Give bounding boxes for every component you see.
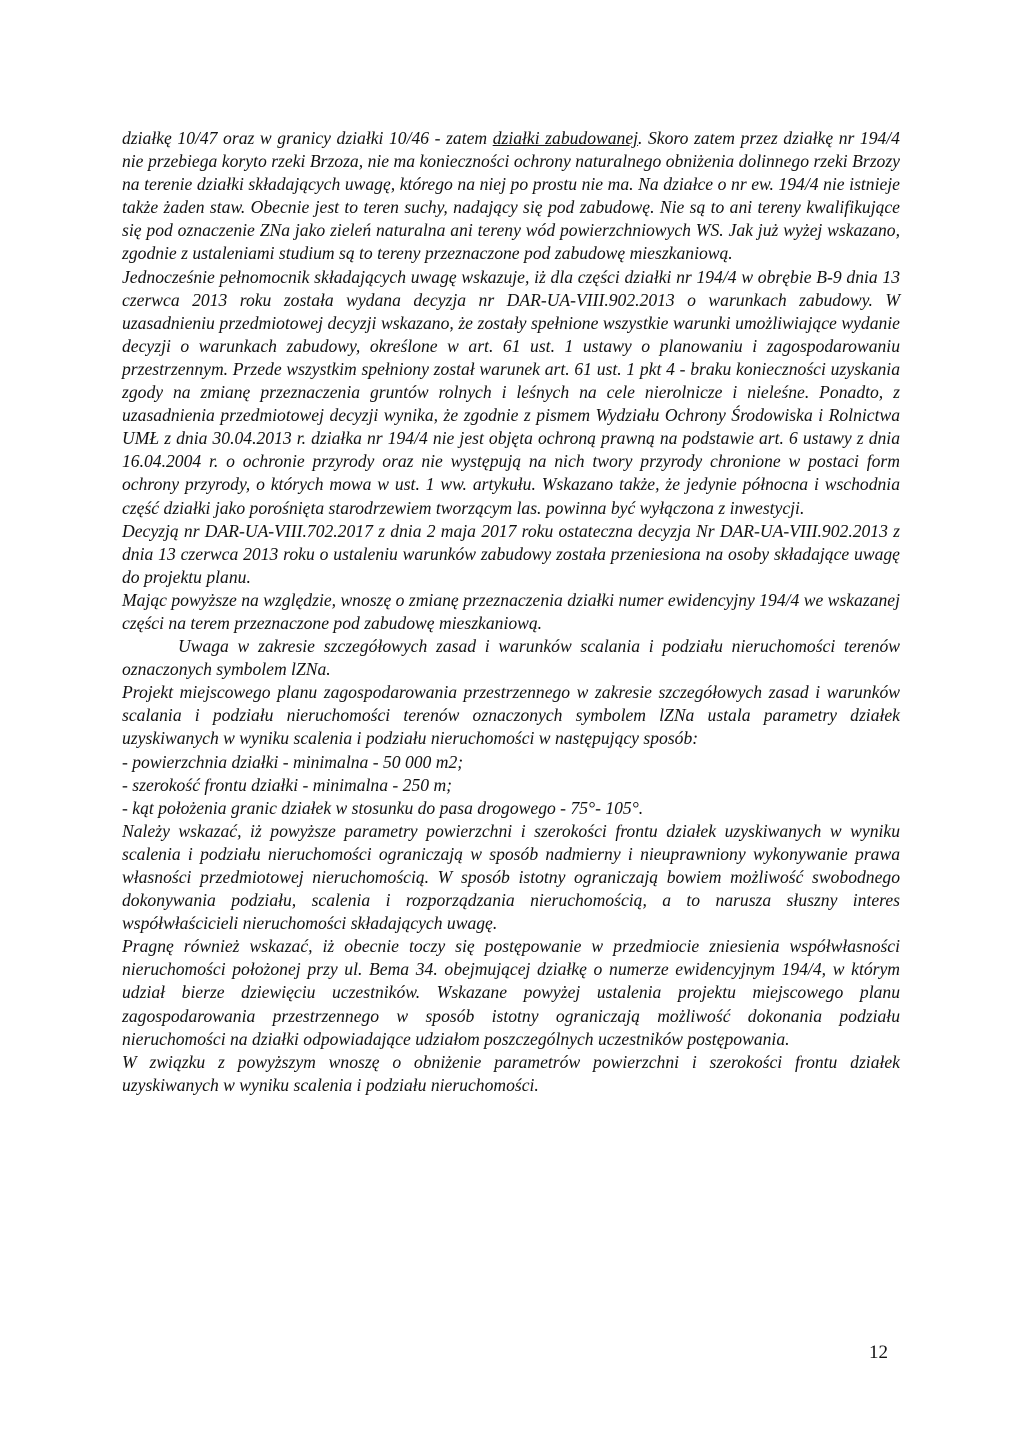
document-body	[122, 127, 900, 1097]
list-item-1: - powierzchnia działki - minimalna - 50 000 m2;	[122, 751, 464, 772]
list-item-3: - kąt położenia granic działek w stosunku do pasa drogowego - 75°- 105°.	[122, 797, 644, 818]
paragraph-4: Mając powyższe na względzie, wnoszę o zmianę przeznaczenia działki numer ewidencyjny 194/4 we wskazanej części na terem przeznaczone pod zabudowę mieszkaniową.	[122, 589, 900, 633]
list-item-2: - szerokość frontu działki - minimalna - 250 m;	[122, 774, 453, 795]
paragraph-6: Projekt miejscowego planu zagospodarowania przestrzennego w zakresie szczegółowych zasad i warunków scalania i podziału nieruchomości terenów oznaczonych symbolem lZNa ustala parametry działek uzyskiwanych w wyniku scalenia i podziału nieruchomości w następujący sposób:	[122, 682, 900, 749]
underlined-phrase: działki zabudowanej	[492, 128, 639, 148]
section-heading: Uwaga w zakresie szczegółowych zasad i warunków scalania i podziału nieruchomości terenów oznaczonych symbolem lZNa.	[122, 636, 900, 680]
paragraph-2: Jednocześnie pełnomocnik składających uwagę wskazuje, iż dla części działki nr 194/4 w obrębie B-9 dnia 13 czerwca 2013 roku została wydana decyzja nr DAR-UA-VIII.902.2013 o warunkach zabudowy. W uzasadnieniu przedmiotowej decyzji wskazano, że zostały spełnione wszystkie warunki umożliwiające wydanie decyzji o warunkach zabudowy, określone w art. 61 ust. 1 ustawy o planowaniu i zagospodarowaniu przestrzennym. Przede wszystkim spełniony został warunek art. 61 ust. 1 pkt 4 - braku konieczności uzyskania zgody na zmianę przeznaczenia gruntów rolnych i leśnych na cele nierolnicze i nieleśne. Ponadto, z uzasadnienia przedmiotowej decyzji wynika, że zgodnie z pismem Wydziału Ochrony Środowiska i Rolnictwa UMŁ z dnia 30.04.2013 r. działka nr 194/4 nie jest objęta ochroną prawną na podstawie art. 6 ustawy z dnia 16.04.2004 r. o ochronie przyrody oraz nie występują na nich twory przyrody chronione w postaci form ochrony przyrody, o których mowa w ust. 1 ww. artykułu. Wskazano także, że jedynie północna i wschodnia część działki jako porośnięta starodrzewiem tworzącym las. powinna być wyłączona z inwestycji.	[122, 266, 900, 518]
paragraph-1-rest: . Skoro zatem przez działkę nr 194/4 nie przebiega koryto rzeki Brzoza, nie ma konieczności ochrony naturalnego obniżenia dolinnego rzeki Brzozy na terenie działki składających uwagę, którego na niej po prostu nie ma. Na działce o nr ew. 194/4 nie istnieje także żaden staw. Obecnie jest to teren suchy, nadający się pod zabudowę. Nie są to ani tereny kwalifikujące się pod oznaczenie ZNa jako zieleń naturalna ani tereny wód powierzchniowych WS. Jak już wyżej wskazano, zgodnie z ustaleniami studium są to tereny przeznaczone pod zabudowę mieszkaniową.	[122, 128, 900, 264]
paragraph-3: Decyzją nr DAR-UA-VIII.702.2017 z dnia 2 maja 2017 roku ostateczna decyzja Nr DAR-UA-VIII.902.2013 z dnia 13 czerwca 2013 roku o ustaleniu warunków zabudowy została przeniesiona na osoby składające uwagę do projektu planu.	[122, 520, 900, 587]
paragraph-1	[122, 127, 900, 266]
paragraph-7: Należy wskazać, iż powyższe parametry powierzchni i szerokości frontu działek uzyskiwanych w wyniku scalenia i podziału nieruchomości ograniczają w sposób nadmierny i nieuprawniony wykonywanie prawa własności przedmiotowej nieruchomością. W sposób istotny ograniczają bowiem możliwość swobodnego dokonywania podziału, scalenia i rozporządzania nieruchomością, a to narusza słuszny interes współwłaścicieli nieruchomości składających uwagę.	[122, 820, 900, 934]
paragraph-9: W związku z powyższym wnoszę o obniżenie parametrów powierzchni i szerokości frontu działek uzyskiwanych w wyniku scalenia i podziału nieruchomości.	[122, 1051, 900, 1095]
paragraph-1-start: działkę 10/47 oraz w granicy działki 10/46 - zatem	[122, 128, 493, 148]
page-number: 12	[869, 1342, 888, 1363]
paragraph-8: Pragnę również wskazać, iż obecnie toczy się postępowanie w przedmiocie zniesienia współwłasności nieruchomości położonej przy ul. Bema 34. obejmującej działkę o numerze ewidencyjnym 194/4, w którym udział bierze dziewięciu uczestników. Wskazane powyżej ustalenia projektu miejscowego planu zagospodarowania przestrzennego w sposób istotny ograniczają możliwość dokonania podziału nieruchomości na działki odpowiadające udziałom poszczególnych uczestników postępowania.	[122, 936, 900, 1049]
